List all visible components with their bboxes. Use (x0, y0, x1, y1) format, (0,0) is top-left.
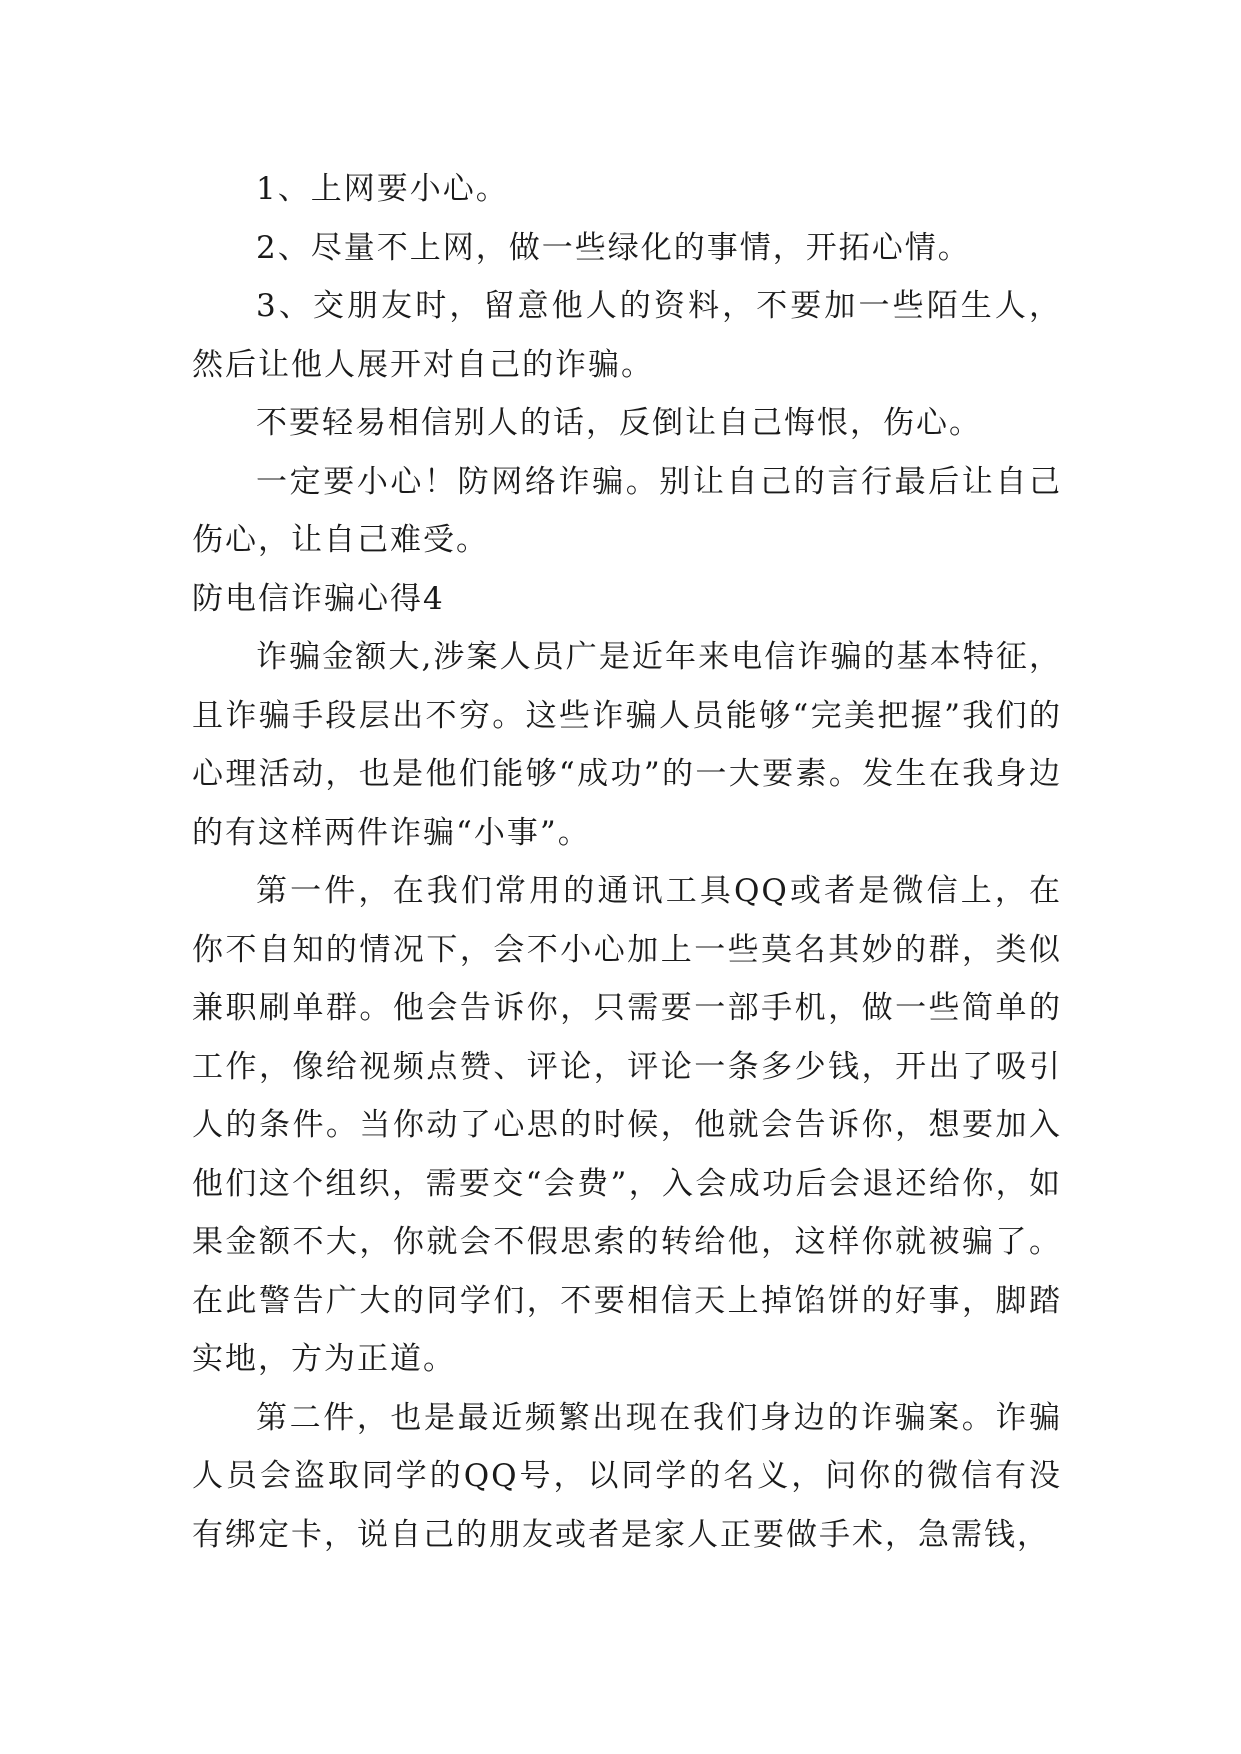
paragraph-3: 3、交朋友时，留意他人的资料，不要加一些陌生人，然后让他人展开对自己的诈骗。 (192, 288, 1062, 383)
document-body (192, 160, 1062, 1564)
paragraph-1: 1、上网要小心。 (256, 171, 509, 207)
paragraph-6: 诈骗金额大,涉案人员广是近年来电信诈骗的基本特征，且诈骗手段层出不穷。这些诈骗人员能够“完美把握”我们的心理活动，也是他们能够“成功”的一大要素。发生在我身边的有这样两件诈骗“小事”。 (192, 639, 1062, 851)
paragraph-7: 第一件，在我们常用的通讯工具QQ或者是微信上，在你不自知的情况下，会不小心加上一些莫名其妙的群，类似兼职刷单群。他会告诉你，只需要一部手机，做一些简单的工作，像给视频点赞、评论，评论一条多少钱，开出了吸引人的条件。当你动了心思的时候，他就会告诉你，想要加入他们这个组织，需要交“会费”，入会成功后会退还给你，如果金额不大，你就会不假思索的转给他，这样你就被骗了。在此警告广大的同学们，不要相信天上掉馅饼的好事，脚踏实地，方为正道。 (192, 873, 1062, 1377)
paragraph-8: 第二件，也是最近频繁出现在我们身边的诈骗案。诈骗人员会盗取同学的QQ号，以同学的名义，问你的微信有没有绑定卡，说自己的朋友或者是家人正要做手术，急需钱， (192, 1399, 1062, 1553)
paragraph-4: 不要轻易相信别人的话，反倒让自己悔恨，伤心。 (256, 405, 982, 441)
paragraph-5: 一定要小心！防网络诈骗。别让自己的言行最后让自己伤心，让自己难受。 (192, 463, 1062, 558)
section-heading: 防电信诈骗心得4 (192, 580, 445, 617)
paragraph-2: 2、尽量不上网，做一些绿化的事情，开拓心情。 (256, 229, 971, 266)
